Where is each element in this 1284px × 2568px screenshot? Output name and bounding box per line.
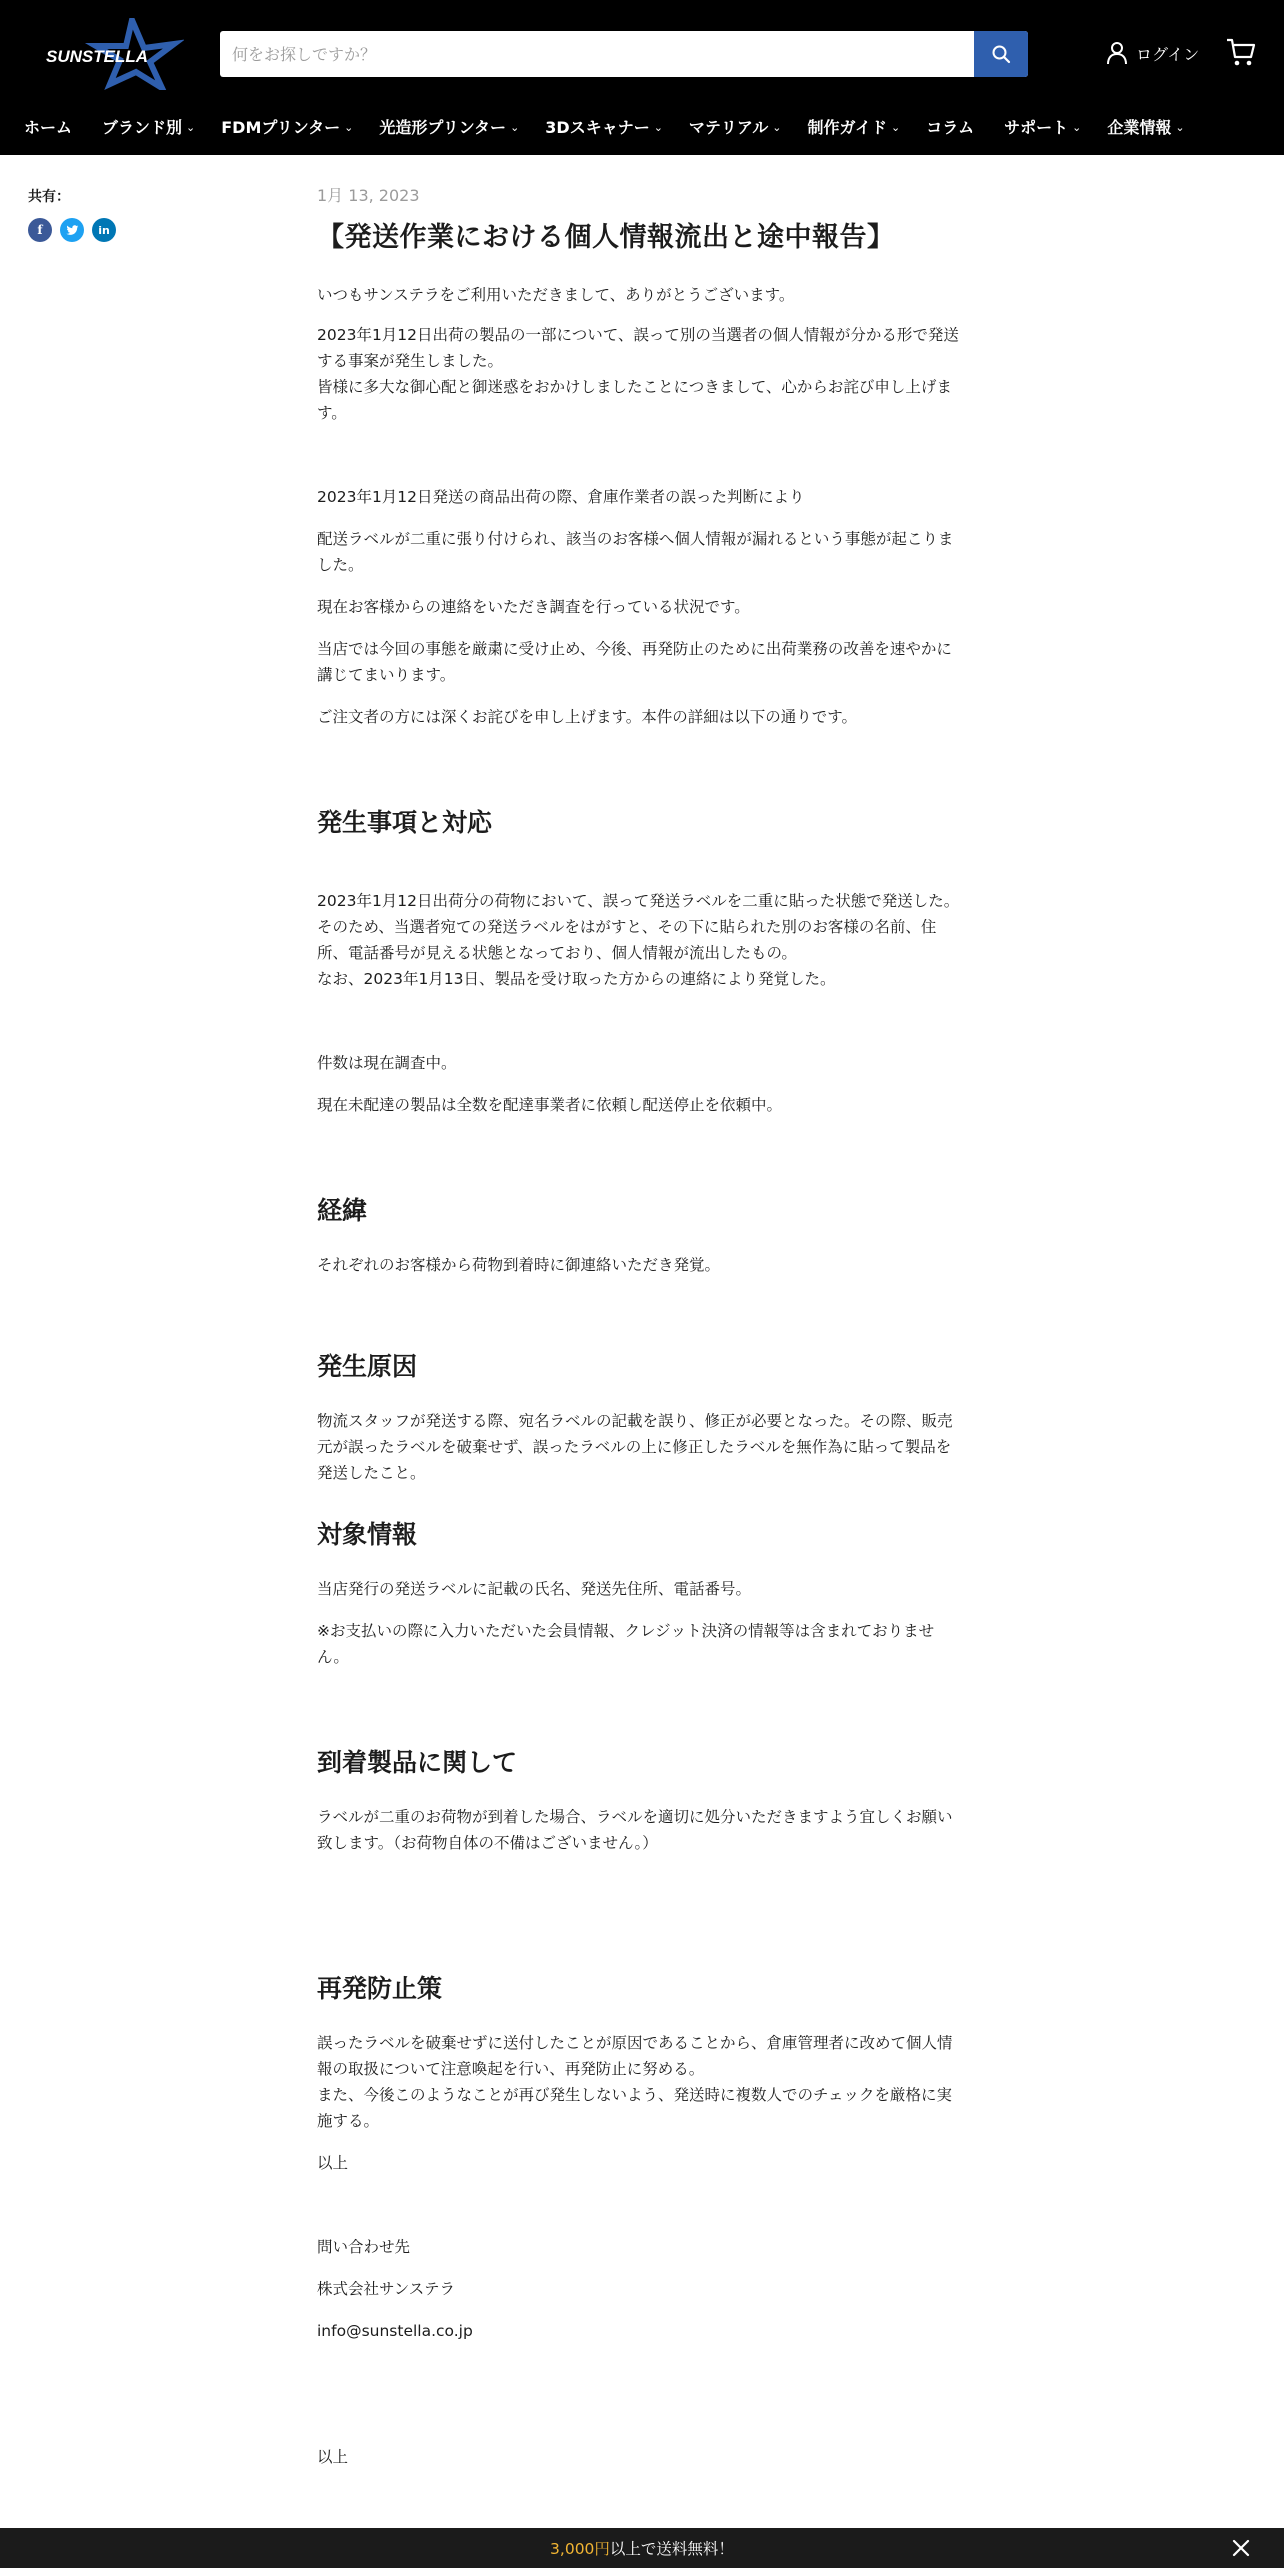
paragraph: 以上	[317, 2154, 349, 2172]
paragraph: なお、2023年1月13日、製品を受け取った方からの連絡により発覚した。	[317, 970, 836, 988]
promo-bar	[0, 2528, 1284, 2568]
user-icon	[1106, 41, 1128, 65]
paragraph: ご注文者の方には深くお詫びを申し上げます。本件の詳細は以下の通りです。	[317, 708, 858, 726]
chevron-down-icon: ⌄	[186, 120, 196, 134]
contact-email[interactable]: info@sunstella.co.jp	[317, 2322, 473, 2340]
nav-item-3d-scanners[interactable]: 3Dスキャナー ⌄	[545, 117, 663, 137]
search-icon	[991, 44, 1011, 64]
chevron-down-icon: ⌄	[344, 120, 354, 134]
article-date: 1月 13, 2023	[317, 186, 420, 205]
paragraph: 2023年1月12日発送の商品出荷の際、倉庫作業者の誤った判断により	[317, 488, 805, 506]
paragraph: 誤ったラベルを破棄せずに送付したことが原因であることから、倉庫管理者に改めて個人情報の取扱について注意喚起を行い、再発防止に努める。	[317, 2034, 953, 2078]
chevron-down-icon: ⌄	[772, 120, 782, 134]
article-title: 【発送作業における個人情報流出と途中報告】	[317, 222, 895, 253]
search-bar	[220, 31, 1028, 77]
paragraph: ※お支払いの際に入力いただいた会員情報、クレジット決済の情報等は含まれておりません。	[317, 1622, 935, 1666]
paragraph: 件数は現在調査中。	[317, 1054, 457, 1072]
section-heading-cause: 発生原因	[317, 1352, 418, 1381]
promo-text: 以上で送料無料！	[609, 2540, 734, 2558]
section-heading-occurrence: 発生事項と対応	[317, 808, 493, 837]
section-heading-prevention: 再発防止策	[317, 1974, 443, 2003]
section-heading-background: 経緯	[317, 1196, 368, 1225]
twitter-icon[interactable]	[60, 218, 84, 242]
chevron-down-icon: ⌄	[891, 120, 901, 134]
paragraph: 現在お客様からの連絡をいただき調査を行っている状況です。	[317, 598, 750, 616]
nav-item-materials[interactable]: マテリアル ⌄	[688, 117, 782, 137]
facebook-icon[interactable]: f	[28, 218, 52, 242]
paragraph: 以上	[317, 2448, 349, 2466]
nav-item-fdm-printers[interactable]: FDMプリンター ⌄	[221, 117, 354, 137]
login-label: ログイン	[1136, 44, 1200, 64]
paragraph: 当店では今回の事態を厳粛に受け止め、今後、再発防止のために出荷業務の改善を速やかに講じてまいります。	[317, 640, 952, 684]
nav-item-company[interactable]: 企業情報 ⌄	[1107, 117, 1185, 137]
chevron-down-icon: ⌄	[1072, 120, 1082, 134]
nav-item-support[interactable]: サポート ⌄	[1004, 117, 1082, 137]
search-input[interactable]	[220, 31, 974, 77]
chevron-down-icon: ⌄	[653, 120, 663, 134]
paragraph: 現在未配達の製品は全数を配達事業者に依頼し配送停止を依頼中。	[317, 1096, 783, 1114]
section-heading-target: 対象情報	[317, 1520, 418, 1549]
cart-icon[interactable]	[1226, 36, 1256, 68]
nav-item-home[interactable]: ホーム	[24, 117, 73, 137]
paragraph: 2023年1月12日出荷の製品の一部について、誤って別の当選者の個人情報が分かる形で発送する事案が発生しました。	[317, 326, 959, 370]
login-link[interactable]	[1106, 38, 1199, 68]
nav-item-brands[interactable]: ブランド別 ⌄	[102, 117, 196, 137]
nav-item-resin-printers[interactable]: 光造形プリンター ⌄	[379, 117, 520, 137]
nav-item-columns[interactable]: コラム	[926, 117, 975, 137]
article	[317, 186, 963, 256]
section-heading-arrival: 到着製品に関して	[317, 1748, 518, 1777]
paragraph: また、今後このようなことが再び発生しないよう、発送時に複数人でのチェックを厳格に実施する。	[317, 2086, 953, 2130]
paragraph: 配送ラベルが二重に張り付けられ、該当のお客様へ個人情報が漏れるという事態が起こりました。	[317, 530, 954, 574]
intro-paragraph: いつもサンステラをご利用いただきまして、ありがとうございます。	[317, 286, 795, 304]
promo-highlight: 3,000円	[550, 2540, 610, 2558]
main-nav	[24, 112, 1185, 140]
paragraph: 皆様に多大な御心配と御迷惑をおかけしましたことにつきまして、心からお詫び申し上げます。	[317, 378, 952, 422]
paragraph: それぞれのお客様から荷物到着時に御連絡いただき発覚。	[317, 1256, 721, 1274]
paragraph: ラベルが二重のお荷物が到着した場合、ラベルを適切に処分いただきますよう宜しくお願い致します。（お荷物自体の不備はございません。）	[317, 1808, 953, 1852]
linkedin-icon[interactable]: in	[92, 218, 116, 242]
chevron-down-icon: ⌄	[1175, 120, 1185, 134]
logo[interactable]	[44, 18, 184, 90]
search-button[interactable]	[974, 31, 1028, 77]
paragraph: 2023年1月12日出荷分の荷物において、誤って発送ラベルを二重に貼った状態で発送した。そのため、当選者宛ての発送ラベルをはがすと、その下に貼られた別のお客様の名前、住所、電話番号が見える状態となっており、個人情報が流出したもの。	[317, 892, 960, 962]
logo-text: SUNSTELLA	[46, 47, 148, 66]
share-section	[28, 186, 116, 242]
close-icon[interactable]	[1230, 2537, 1252, 2559]
contact-label: 問い合わせ先	[317, 2238, 411, 2256]
share-label: 共有：	[28, 189, 70, 205]
company-name: 株式会社サンステラ	[317, 2280, 455, 2298]
nav-item-guides[interactable]: 制作ガイド ⌄	[807, 117, 901, 137]
chevron-down-icon: ⌄	[510, 120, 520, 134]
site-header	[0, 0, 1284, 155]
paragraph: 物流スタッフが発送する際、宛名ラベルの記載を誤り、修正が必要となった。その際、販売元が誤ったラベルを破棄せず、誤ったラベルの上に修正したラベルを無作為に貼って製品を発送したこと。	[317, 1412, 953, 1482]
paragraph: 当店発行の発送ラベルに記載の氏名、発送先住所、電話番号。	[317, 1580, 752, 1598]
